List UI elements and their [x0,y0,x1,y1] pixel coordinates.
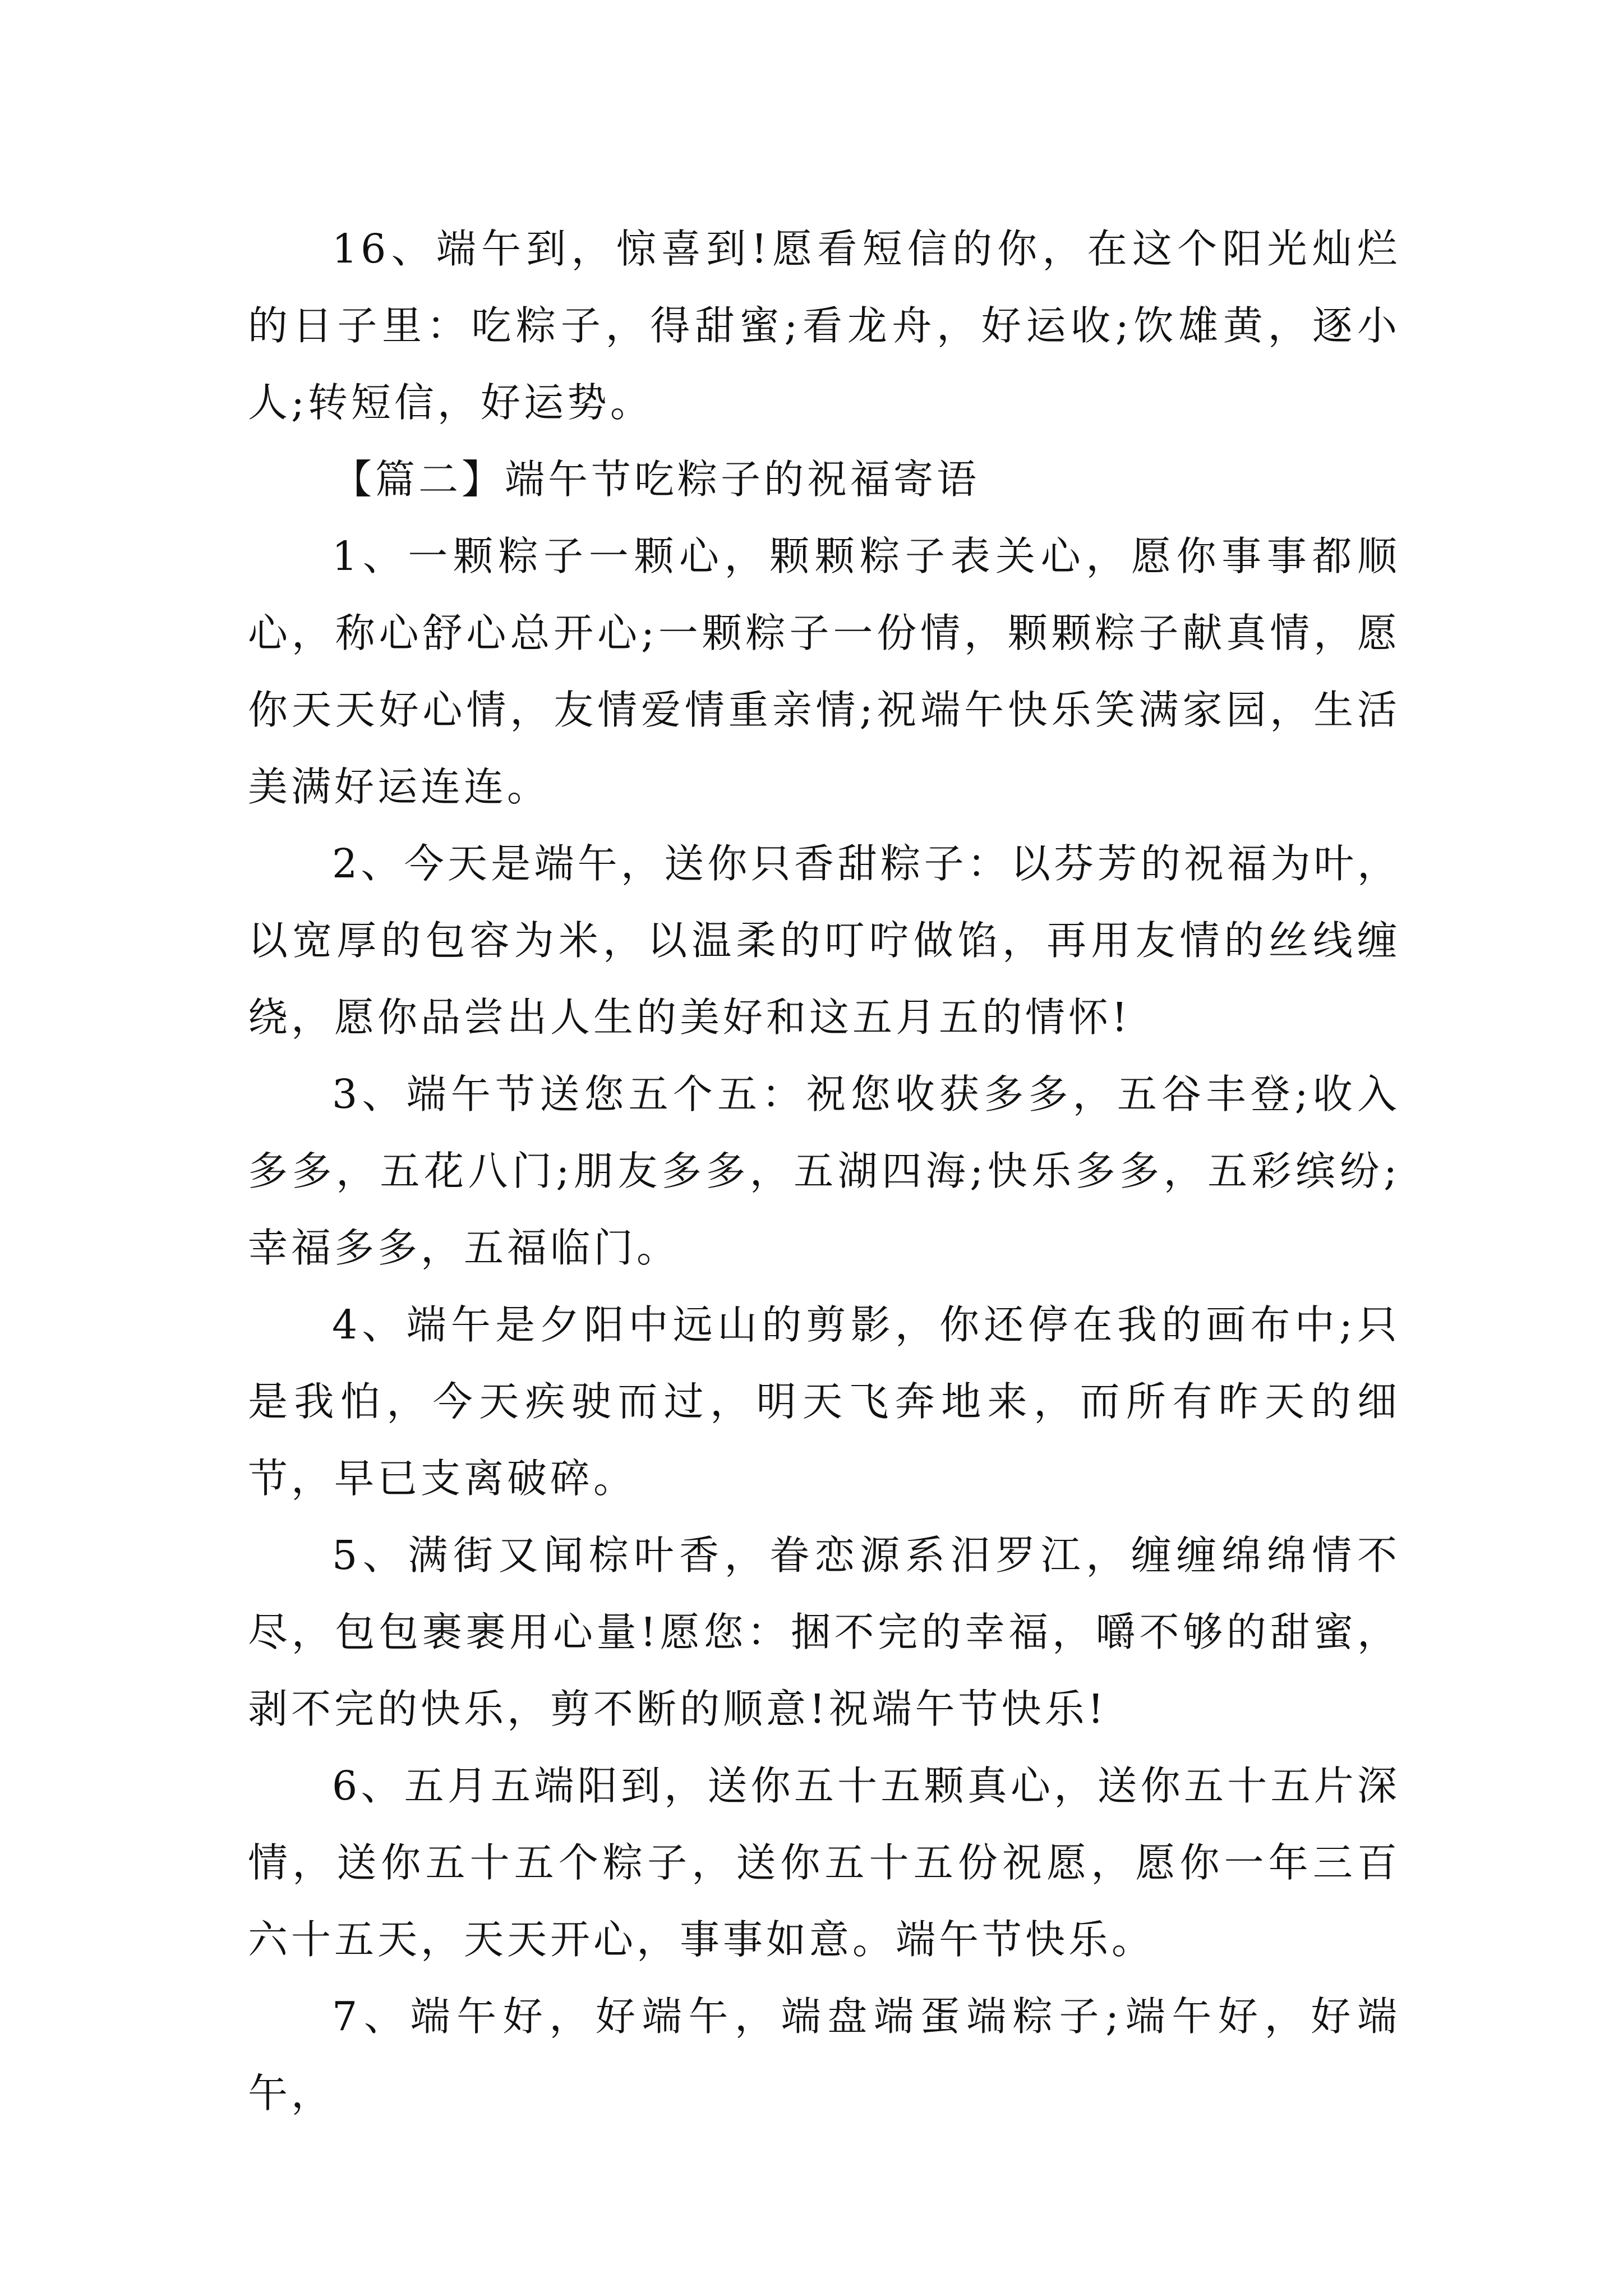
document-body [248,210,1400,2132]
paragraph-2: 2、今天是端午，送你只香甜粽子：以芬芳的祝福为叶，以宽厚的包容为米，以温柔的叮咛做馅，再用友情的丝线缠绕，愿你品尝出人生的美好和这五月五的情怀! [248,840,1400,1041]
section-heading: 【篇二】端午节吃粽子的祝福寄语 [332,456,980,503]
paragraph-4: 4、端午是夕阳中远山的剪影，你还停在我的画布中;只是我怕，今天疾驶而过，明天飞奔地来，而所有昨天的细节，早已支离破碎。 [248,1301,1400,1502]
paragraph-5: 5、满街又闻棕叶香，眷恋源系汨罗江，缠缠绵绵情不尽，包包裹裹用心量!愿您：捆不完的幸福，嚼不够的甜蜜，剥不完的快乐，剪不断的顺意!祝端午节快乐! [248,1532,1400,1732]
paragraph-7: 7、端午好，好端午，端盘端蛋端粽子;端午好，好端午， [248,1993,1400,2116]
paragraph-6: 6、五月五端阳到，送你五十五颗真心，送你五十五片深情，送你五十五个粽子，送你五十五份祝愿，愿你一年三百六十五天，天天开心，事事如意。端午节快乐。 [248,1763,1400,1963]
paragraph-3: 3、端午节送您五个五：祝您收获多多，五谷丰登;收入多多，五花八门;朋友多多，五湖四海;快乐多多，五彩缤纷;幸福多多，五福临门。 [248,1071,1400,1271]
paragraph-1: 1、一颗粽子一颗心，颗颗粽子表关心，愿你事事都顺心，称心舒心总开心;一颗粽子一份情，颗颗粽子献真情，愿你天天好心情，友情爱情重亲情;祝端午快乐笑满家园，生活美满好运连连。 [248,533,1400,810]
paragraph-16: 16、端午到，惊喜到!愿看短信的你，在这个阳光灿烂的日子里：吃粽子，得甜蜜;看龙舟，好运收;饮雄黄，逐小人;转短信，好运势。 [248,226,1400,426]
